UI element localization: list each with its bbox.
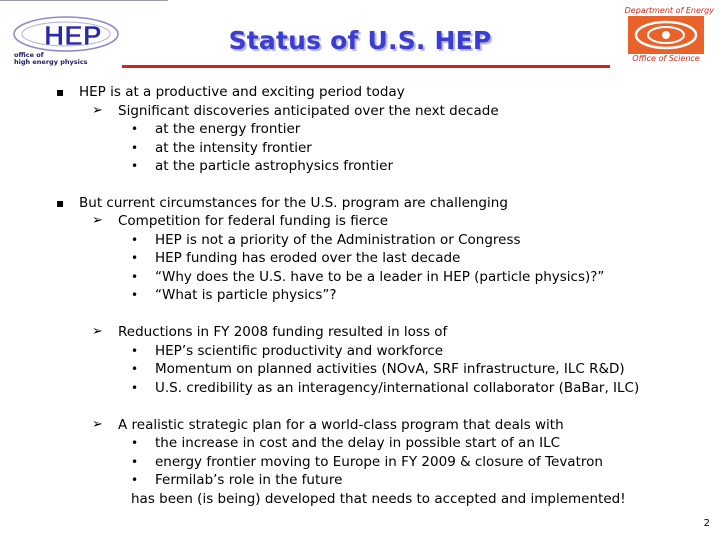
bullet-2-sub-3-tail: has been (is being) developed that needs to accepted and implemented!	[131, 491, 626, 507]
list-item: at the particle astrophysics frontier	[155, 158, 393, 174]
bullet-1-sub-1: Significant discoveries anticipated over the next decade	[118, 103, 499, 119]
square-bullet: ▪	[56, 85, 65, 99]
arrow-bullet: ➢	[92, 213, 103, 228]
dot-bullet: •	[131, 159, 139, 173]
dot-bullet: •	[131, 473, 139, 487]
list-item: HEP is not a priority of the Administration or Congress	[155, 232, 521, 248]
list-item: “What is particle physics”?	[155, 287, 337, 303]
square-bullet: ▪	[56, 196, 65, 210]
dot-bullet: •	[131, 270, 139, 284]
dot-bullet: •	[131, 362, 139, 376]
arrow-bullet: ➢	[92, 324, 103, 339]
list-item: at the intensity frontier	[155, 140, 312, 156]
page-title: Status of U.S. HEP	[228, 26, 492, 55]
office-of-science-label: Office of Science	[632, 54, 700, 63]
dot-bullet: •	[131, 233, 139, 247]
list-item: U.S. credibility as an interagency/international collaborator (BaBar, ILC)	[155, 380, 640, 396]
arrow-bullet: ➢	[92, 103, 103, 118]
bullet-1: HEP is at a productive and exciting period today	[79, 84, 405, 100]
list-item: at the energy frontier	[155, 121, 301, 137]
list-item: “Why does the U.S. have to be a leader in HEP (particle physics)?”	[155, 269, 605, 285]
hep-logo-text: HEP	[44, 20, 102, 51]
dot-bullet: •	[131, 141, 139, 155]
dot-bullet: •	[131, 455, 139, 469]
doe-label: Department of Energy	[624, 6, 714, 15]
list-item: HEP’s scientific productivity and workforce	[155, 343, 444, 359]
list-item: HEP funding has eroded over the last decade	[155, 250, 461, 266]
dot-bullet: •	[131, 251, 139, 265]
bullet-2-sub-2: Reductions in FY 2008 funding resulted in loss of	[118, 324, 448, 340]
dot-bullet: •	[131, 436, 139, 450]
hep-caption-line1: office of	[14, 51, 44, 59]
bullet-2: But current circumstances for the U.S. program are challenging	[79, 195, 508, 211]
bullet-2-sub-1: Competition for federal funding is fierce	[118, 213, 389, 229]
list-item: the increase in cost and the delay in possible start of an ILC	[155, 435, 561, 451]
dot-bullet: •	[131, 381, 139, 395]
list-item: Momentum on planned activities (NOvA, SRF infrastructure, ILC R&D)	[155, 361, 625, 377]
dot-bullet: •	[131, 288, 139, 302]
page-number: 2	[703, 518, 710, 529]
bullet-2-sub-3: A realistic strategic plan for a world-class program that deals with	[118, 417, 564, 433]
hep-caption-line2: high energy physics	[14, 58, 88, 66]
arrow-bullet: ➢	[92, 417, 103, 432]
dot-bullet: •	[131, 122, 139, 136]
dot-bullet: •	[131, 344, 139, 358]
list-item: Fermilab’s role in the future	[155, 472, 343, 488]
list-item: energy frontier moving to Europe in FY 2009 & closure of Tevatron	[155, 454, 603, 470]
